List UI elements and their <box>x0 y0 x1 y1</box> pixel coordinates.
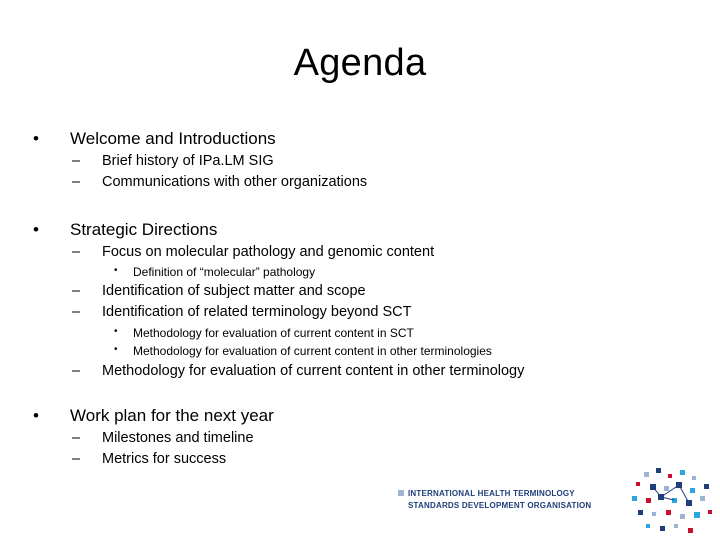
sub-bullet-communications <box>72 174 368 190</box>
sub-bullet-text: Identification of related terminology beyond SCT <box>102 304 412 320</box>
sub-bullet-text: Communications with other organizations <box>102 174 368 190</box>
sub-bullet-text: Focus on molecular pathology and genomic content <box>102 244 435 260</box>
bullet-marker: • <box>114 326 118 337</box>
sub-bullet-text: Brief history of IPa.LM SIG <box>102 153 274 169</box>
bullet-marker: • <box>33 220 39 239</box>
sub-bullet-milestones <box>72 430 254 446</box>
sub-bullet-text: Methodology for evaluation of current content in other terminology <box>102 363 525 379</box>
bullet-workplan <box>33 406 274 426</box>
bullet-strategic <box>33 220 218 240</box>
bullet-marker: • <box>114 265 118 276</box>
dash-marker: – <box>72 244 81 260</box>
logo-line-2 <box>398 500 591 512</box>
sub-sub-bullet-definition <box>114 265 316 279</box>
bullet-marker: • <box>33 406 39 425</box>
sub-bullet-text: Metrics for success <box>102 451 227 467</box>
bullet-marker: • <box>114 344 118 355</box>
dash-marker: – <box>72 451 81 467</box>
dash-marker: – <box>72 283 81 299</box>
logo-squares <box>632 468 712 533</box>
logo-line-1-text: INTERNATIONAL HEALTH TERMINOLOGY <box>408 489 575 498</box>
sub-bullet-related <box>72 304 412 320</box>
slide-title: Agenda <box>293 42 427 84</box>
dash-marker: – <box>72 153 81 169</box>
bullet-welcome <box>33 129 276 149</box>
ihtsdo-logo-text <box>398 488 591 512</box>
bullet-marker: • <box>33 129 39 148</box>
sub-sub-bullet-text: Methodology for evaluation of current content in other terminologies <box>133 344 492 358</box>
sub-bullet-metrics <box>72 451 227 467</box>
logo-lines <box>653 485 689 503</box>
sub-sub-bullet-text: Definition of “molecular” pathology <box>133 265 316 279</box>
logo-square-icon <box>398 490 404 496</box>
sub-bullet-text: Milestones and timeline <box>102 430 254 446</box>
sub-sub-bullet-sct <box>114 326 414 340</box>
logo-line-1 <box>398 488 591 500</box>
sub-bullet-focus <box>72 244 435 260</box>
ihtsdo-logo-icon <box>628 466 716 538</box>
sub-sub-bullet-text: Methodology for evaluation of current content in SCT <box>133 326 414 340</box>
bullet-text: Welcome and Introductions <box>70 129 276 148</box>
dash-marker: – <box>72 430 81 446</box>
sub-bullet-text: Identification of subject matter and scope <box>102 283 366 299</box>
bullet-text: Work plan for the next year <box>70 406 274 425</box>
sub-bullet-subject <box>72 283 366 299</box>
dash-marker: – <box>72 304 81 320</box>
bullet-text: Strategic Directions <box>70 220 218 239</box>
sub-sub-bullet-other <box>114 344 492 358</box>
logo-line-2-text: STANDARDS DEVELOPMENT ORGANISATION <box>408 501 592 510</box>
sub-bullet-methodology <box>72 363 525 379</box>
dash-marker: – <box>72 363 81 379</box>
sub-bullet-history <box>72 153 274 169</box>
dash-marker: – <box>72 174 81 190</box>
